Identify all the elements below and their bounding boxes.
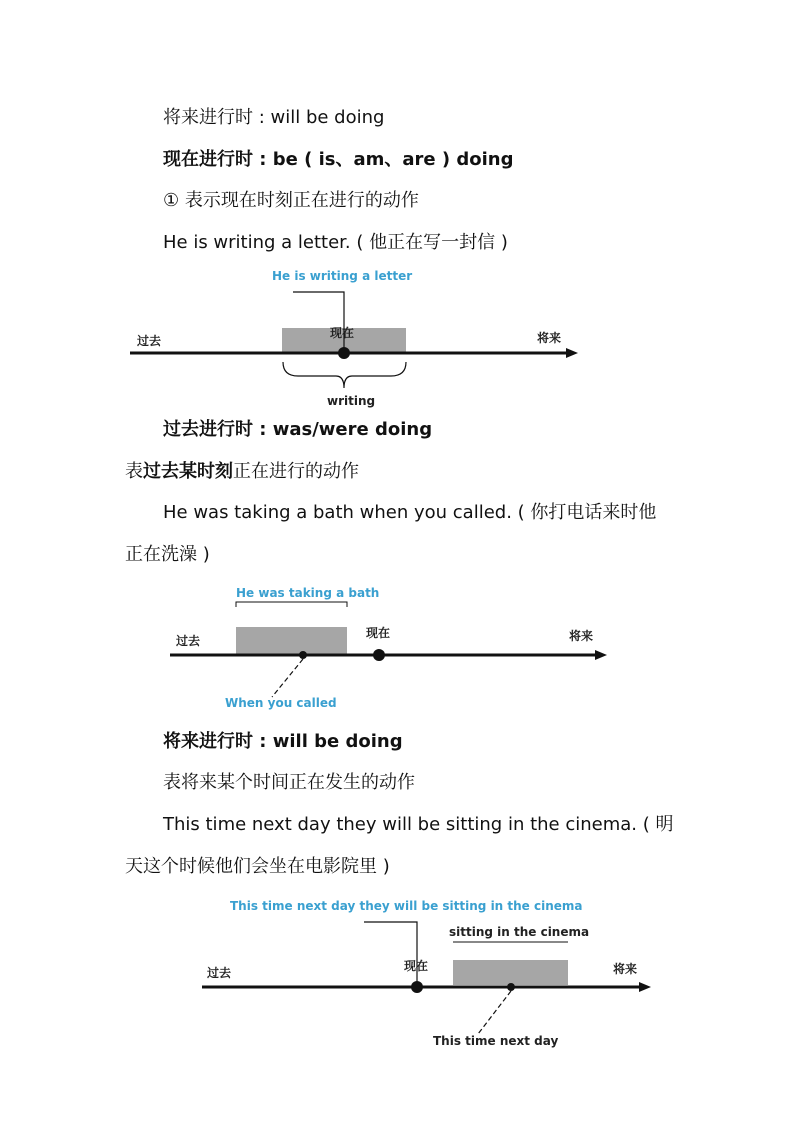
now-label: 现在	[366, 626, 391, 640]
usage-present-progressive: ① 表示现在时刻正在进行的动作	[163, 190, 419, 211]
timeline-arrow-icon	[639, 982, 651, 992]
event-leader-line	[478, 991, 511, 1034]
future-label: 将来	[613, 962, 638, 976]
event-point	[507, 983, 515, 991]
caption-label: This time next day they will be sitting in the cinema	[230, 899, 583, 913]
now-label: 现在	[404, 959, 429, 973]
caption-label: He is writing a letter	[272, 269, 413, 283]
example-past-progressive: He was taking a bath when you called. ( 你打电话来时他	[163, 502, 657, 523]
past-label: 过去	[137, 334, 162, 348]
past-label: 过去	[207, 966, 232, 980]
heading-future-progressive: 将来进行时 : will be doing	[163, 731, 403, 752]
brace-label: writing	[327, 394, 376, 408]
heading-present-progressive: 现在进行时 : be ( is、am、are ) doing	[163, 149, 514, 170]
duration-box	[453, 960, 568, 985]
future-label: 将来	[537, 331, 562, 345]
event-label: When you called	[225, 696, 337, 710]
usage-past-progressive: 表过去某时刻正在进行的动作	[125, 461, 359, 482]
now-label: 现在	[330, 326, 355, 340]
heading-past-progressive: 过去进行时 : was/were doing	[163, 419, 433, 440]
example-future-progressive-cont: 天这个时候他们会坐在电影院里 )	[125, 856, 390, 877]
past-label: 过去	[176, 634, 201, 648]
box-label: sitting in the cinema	[449, 925, 590, 939]
future-label: 将来	[569, 629, 594, 643]
tense-line-future-progressive-intro: 将来进行时 : will be doing	[163, 107, 385, 128]
usage-future-progressive: 表将来某个时间正在发生的动作	[163, 772, 415, 793]
example-present-progressive: He is writing a letter. ( 他正在写一封信 )	[163, 232, 508, 253]
event-label: This time next day	[433, 1034, 559, 1048]
example-future-progressive: This time next day they will be sitting in the cinema. ( 明	[163, 814, 674, 835]
now-point	[411, 981, 423, 993]
caption-label: He was taking a bath	[236, 586, 380, 600]
example-past-progressive-cont: 正在洗澡 )	[125, 544, 210, 565]
